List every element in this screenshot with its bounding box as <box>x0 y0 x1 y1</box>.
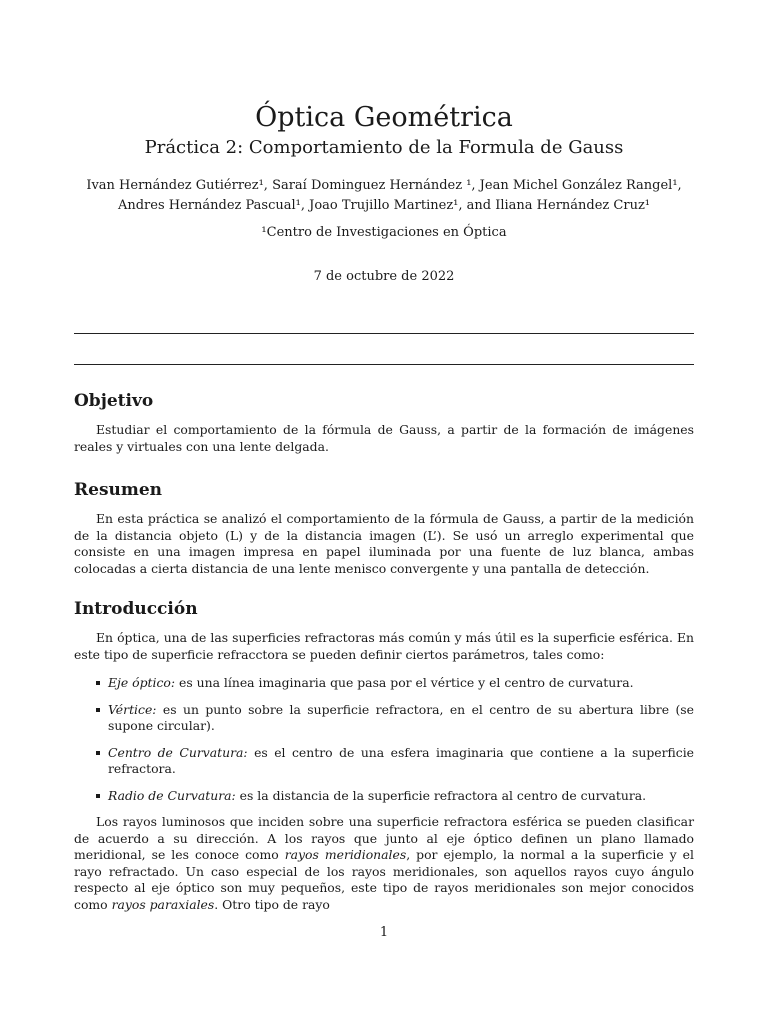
list-term: Eje óptico: <box>108 675 176 690</box>
list-item <box>74 788 694 805</box>
paragraph-text: . Otro tipo de rayo <box>214 896 330 912</box>
list-term: Centro de Curvatura: <box>108 744 248 760</box>
section-paragraph: En óptica, una de las superficies refractoras más común y más útil es la superficie esférica. En este tipo de superficie refracctora se pueden definir ciertos parámetros, tales como: <box>74 630 694 662</box>
section-heading: Introducción <box>74 599 198 619</box>
emphasis-term: rayos paraxiales <box>111 896 215 912</box>
section-paragraph <box>74 814 694 913</box>
list-text: es un punto sobre la superficie refractora, en el centro de su abertura libre (se supone circular). <box>108 701 694 733</box>
paper-subtitle: Práctica 2: Comportamiento de la Formula de Gauss <box>144 137 624 158</box>
authors-line-2: Andres Hernández Pascual¹, Joao Trujillo Martinez¹, and Iliana Hernández Cruz¹ <box>117 198 651 213</box>
list-item <box>74 702 694 735</box>
paper-title: Óptica Geométrica <box>255 102 513 133</box>
section-paragraph: En esta práctica se analizó el comportamiento de la fórmula de Gauss, a partir de la medición de la distancia objeto (L) y de la distancia imagen (L’). Se usó un arreglo experimental que consiste en una imagen impresa en papel iluminada por una fuente de luz blanca, ambas colocadas a cierta distancia de una lente menisco convergente y una pantalla de detección. <box>74 511 694 576</box>
section-objetivo <box>74 390 694 455</box>
section-heading: Resumen <box>74 480 163 500</box>
section-paragraph: Estudiar el comportamiento de la fórmula de Gauss, a partir de la formación de imágenes reales y virtuales con una lente delgada. <box>74 422 694 454</box>
affiliation: ¹Centro de Investigaciones en Óptica <box>261 225 507 240</box>
authors-line-1: Ivan Hernández Gutiérrez¹, Saraí Dominguez Hernández ¹, Jean Michel González Rangel¹, <box>86 178 682 193</box>
bullet-icon <box>96 681 100 685</box>
list-text: es una línea imaginaria que pasa por el vértice y el centro de curvatura. <box>175 675 634 690</box>
list-text: es el centro de una esfera imaginaria que contiene a la superficie refractora. <box>108 744 695 776</box>
list-term: Vértice: <box>108 701 157 717</box>
top-rule <box>74 333 694 334</box>
list-item <box>74 675 694 692</box>
section-heading: Objetivo <box>74 391 154 411</box>
bullet-icon <box>96 794 100 798</box>
section-resumen <box>74 479 694 577</box>
section-introduccion <box>74 598 694 913</box>
bullet-icon <box>96 708 100 712</box>
parameter-list <box>74 675 694 804</box>
page-number: 1 <box>379 925 389 940</box>
list-text: es la distancia de la superficie refractora al centro de curvatura. <box>235 787 647 803</box>
list-term: Radio de Curvatura: <box>108 787 236 803</box>
author-list <box>74 176 694 216</box>
list-item <box>74 745 694 778</box>
paragraph-text: , por ejemplo, la normal a la superficie y el rayo refractado. Un caso especial de los rayos meridionales, son aquellos rayos cuyo ángulo respecto al eje óptico son muy pequeños, este tipo de rayos meridionales son mejor conocidos como <box>74 847 694 912</box>
publication-date: 7 de octubre de 2022 <box>313 269 455 284</box>
bullet-icon <box>96 751 100 755</box>
paragraph-text: Los rayos luminosos que inciden sobre una superficie refractora esférica se pueden clasificar de acuerdo a su dirección. A los rayos que junto al eje óptico definen un plano llamado meridional, se les conoce como <box>74 814 694 862</box>
bottom-rule <box>74 364 694 365</box>
emphasis-term: rayos meridionales <box>284 847 407 862</box>
